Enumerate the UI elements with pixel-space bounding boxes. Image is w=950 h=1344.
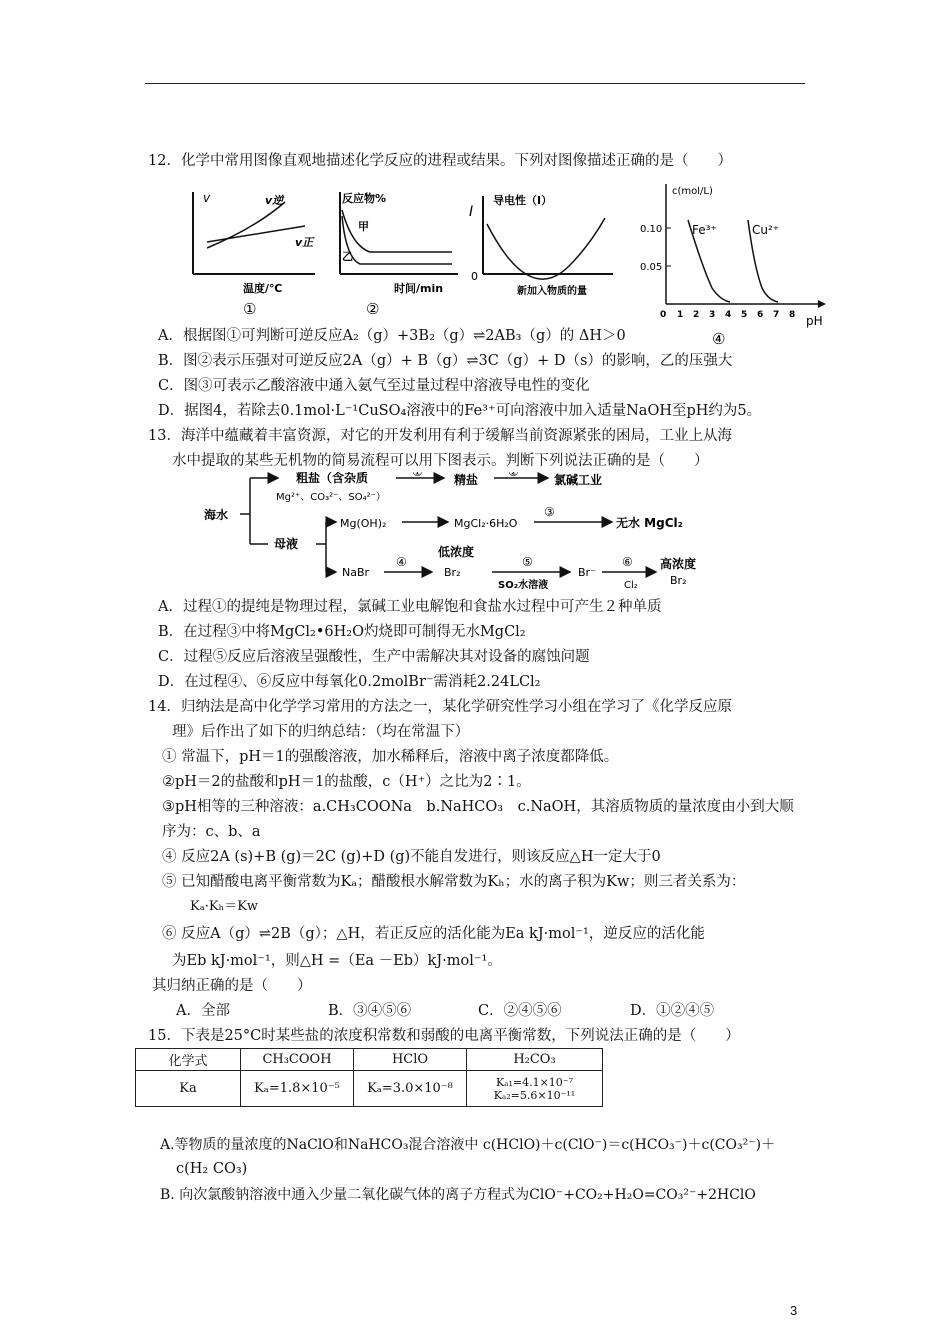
flow-mgcl2-6h2o: MgCl₂·6H₂O: [454, 517, 518, 530]
table-cell-h2co3: [467, 1071, 603, 1107]
fig4-y-tick-005: 0.05: [640, 262, 663, 273]
fig1-vforward-label: v正: [295, 236, 314, 249]
fig4-x-tick: 8: [789, 310, 796, 320]
figure-3: [465, 188, 625, 320]
q14-choice-d: D．①②④⑤: [630, 1003, 715, 1019]
fig4-x-tick: 1: [677, 310, 684, 320]
flow-step-4: ④: [396, 555, 407, 569]
table-cell: Kₐ=1.8×10⁻⁵: [241, 1071, 354, 1107]
ka-table: [135, 1048, 603, 1107]
q14-prompt: 其归纳正确的是（ ）: [152, 978, 312, 994]
flow-chlor-alkali: 氯碱工业: [554, 473, 603, 487]
q15-stem: 15．下表是25°C时某些盐的浓度积常数和弱酸的电离平衡常数，下列说法正确的是（ ）: [148, 1028, 740, 1044]
fig4-x-tick: 4: [725, 310, 732, 320]
fig1-x-label: 温度/℃: [243, 282, 283, 295]
fig4-x-tick: 6: [757, 310, 764, 320]
table-cell: Kₐ=3.0×10⁻⁸: [354, 1071, 467, 1107]
q14-choice-a: A．全部: [176, 1003, 230, 1019]
q13-stem-line-2: 水中提取的某些无机物的简易流程可以用下图表示。判断下列说法正确的是（ ）: [172, 453, 709, 469]
q14-item-2: ②pH＝2的盐酸和pH＝1的盐酸，c（H⁺）之比为2∶1。: [162, 774, 531, 790]
q14-item-5: ⑤ 已知醋酸电离平衡常数为Kₐ；醋酸根水解常数为Kₕ；水的离子积为Kw；则三者关系为：: [162, 874, 746, 890]
fig2-y-label: 反应物%: [342, 192, 387, 205]
q13-option-c: C．过程⑤反应后溶液呈强酸性，生产中需解决其对设备的腐蚀问题: [158, 649, 590, 665]
q13-stem-line-1: 13．海洋中蕴藏着丰富资源，对它的开发利用有利于缓解当前资源紧张的困局，工业上从海: [148, 428, 732, 444]
header-rule: [145, 83, 805, 84]
flow-seawater: 海水: [204, 508, 229, 522]
q13-option-d: D．在过程④、⑥反应中每氧化0.2molBr⁻需消耗2.24LCl₂: [158, 674, 541, 690]
q13-option-a: A．过程①的提纯是物理过程，氯碱工业电解饱和食盐水过程中可产生２种单质: [158, 599, 662, 615]
fig3-y-label: 导电性（I）: [493, 194, 553, 207]
table-header: H₂CO₃: [467, 1049, 603, 1071]
q15-option-a-line-1: A.等物质的量浓度的NaClO和NaHCO₃混合溶液中 c(HClO)＋c(ClO⁻)＝c(HCO₃⁻)＋c(CO₃²⁻)＋: [160, 1137, 776, 1153]
q14-item-4: ④ 反应2A (s)+B (g)＝2C (g)+D (g)不能自发进行，则该反应△H一定大于0: [162, 849, 661, 865]
flow-high-conc: 高浓度: [660, 557, 697, 571]
fig2-x-label: 时间/min: [394, 282, 444, 295]
fig1-vreverse-label: v逆: [265, 194, 284, 207]
fig4-x-tick: 3: [709, 310, 716, 320]
fig4-series-fe: Fe³⁺: [692, 223, 717, 237]
table-cell-ka2: Kₐ₂=5.6×10⁻¹¹: [493, 1088, 576, 1102]
flow-step-2: ②: [508, 472, 519, 479]
fig3-zero: 0: [471, 270, 478, 283]
fig1-v-label: v: [203, 191, 211, 205]
fig4-x-tick: 7: [773, 310, 780, 320]
fig4-x-tick: 2: [693, 310, 700, 320]
figure-1: [185, 188, 325, 320]
flow-step-3: ③: [544, 505, 555, 519]
fig4-series-cu: Cu²⁺: [752, 223, 780, 237]
q14-item-1: ① 常温下，pH＝1的强酸溶液，加水稀释后，溶液中离子浓度都降低。: [162, 749, 619, 765]
q14-choice-c: C．②④⑤⑥: [478, 1003, 562, 1019]
flow-step-1: ①: [412, 472, 423, 479]
flow-br-minus: Br⁻: [578, 566, 596, 579]
q14-stem-line-2: 理》后作出了如下的归纳总结：（均在常温下）: [172, 724, 470, 740]
fig4-y-label: c(mol/L): [672, 186, 713, 197]
fig3-I-symbol: I: [469, 204, 474, 220]
fig4-x-tick: 0: [660, 310, 667, 320]
q12-option-a: A．根据图①可判断可逆反应A₂（g）+3B₂（g）⇌2AB₃（g）的 ΔH＞0: [158, 328, 626, 344]
q12-stem: 12．化学中常用图像直观地描述化学反应的进程或结果。下列对图像描述正确的是（ ）: [148, 153, 732, 169]
flow-mother-liquor: 母液: [274, 537, 299, 551]
q14-item-6-cont: 为Eb kJ·mol⁻¹，则△H =（Ea －Eb）kJ·mol⁻¹。: [172, 953, 502, 969]
q12-option-d: D．据图4，若除去0.1mol·L⁻¹CuSO₄溶液中的Fe³⁺可向溶液中加入适量NaOH至pH约为5。: [158, 403, 762, 419]
q15-option-b: B. 向次氯酸钠溶液中通入少量二氧化碳气体的离子方程式为ClO⁻+CO₂+H₂O=CO₃²⁻+2HClO: [160, 1187, 756, 1203]
flow-crude-salt: 粗盐（含杂质: [296, 472, 369, 485]
flow-low-conc: 低浓度: [438, 545, 475, 559]
fig4-x-label: pH: [806, 314, 823, 328]
page-number: 3: [790, 1303, 798, 1318]
q13-option-b: B．在过程③中将MgCl₂•6H₂O灼烧即可制得无水MgCl₂: [158, 624, 526, 640]
q12-option-c: C．图③可表示乙酸溶液中通入氨气至过量过程中溶液导电性的变化: [158, 378, 590, 394]
table-cell-ka1: Kₐ₁=4.1×10⁻⁷: [495, 1075, 573, 1089]
q15-option-a-line-2: c(H₂ CO₃): [176, 1161, 248, 1177]
q12-option-b: B．图②表示压强对可逆反应2A（g）+ B（g）⇌3C（g）+ D（s）的影响，乙的压强大: [158, 353, 733, 369]
fig4-y-tick-010: 0.10: [640, 224, 663, 235]
flow-step-5: ⑤: [522, 555, 533, 569]
table-header: CH₃COOH: [241, 1049, 354, 1071]
fig2-series-1: 甲: [358, 220, 369, 233]
flow-nabr: NaBr: [342, 566, 370, 579]
q14-choice-b: B．③④⑤⑥: [328, 1003, 412, 1019]
seawater-flowchart: [200, 472, 700, 596]
q14-stem-line-1: 14．归纳法是高中化学学习常用的方法之一，某化学研究性学习小组在学习了《化学反应原: [148, 699, 732, 715]
fig3-x-label: 新加入物质的量: [517, 286, 587, 297]
fig2-marker: ②: [366, 300, 380, 316]
q14-item-5-cont: Kₐ·Kₕ＝Kw: [190, 899, 259, 914]
flow-cl2: Cl₂: [624, 580, 638, 591]
figure-4: [638, 180, 828, 354]
table-header: HClO: [354, 1049, 467, 1071]
table-header: 化学式: [136, 1049, 241, 1071]
flow-step-6: ⑥: [622, 555, 633, 569]
fig4-marker: ④: [712, 330, 726, 348]
table-row-label: Ka: [136, 1071, 241, 1107]
q14-item-3: ③pH相等的三种溶液：a.CH₃COONa b.NaHCO₃ c.NaOH，其溶质物质的量浓度由小到大顺: [162, 799, 794, 815]
figure-2: [330, 188, 460, 320]
flow-so2-solution: SO₂水溶液: [498, 580, 549, 591]
q14-item-6: ⑥ 反应A（g）⇌2B（g）；△H，若正反应的活化能为Ea kJ·mol⁻¹，逆反应的活化能: [162, 926, 705, 942]
flow-br2-final: Br₂: [670, 574, 687, 587]
fig4-x-tick: 5: [741, 310, 748, 320]
q14-item-3-cont: 序为：c、b、a: [162, 824, 261, 840]
flow-impurity-ions: Mg²⁺、CO₃²⁻、SO₄²⁻）: [276, 492, 386, 503]
flow-refined-salt: 精盐: [454, 473, 479, 487]
fig1-marker: ①: [243, 300, 257, 316]
flow-br2: Br₂: [444, 566, 461, 579]
flow-mgoh2: Mg(OH)₂: [340, 517, 387, 530]
flow-anhydrous-mgcl2: 无水 MgCl₂: [616, 516, 683, 530]
fig2-series-2: 乙: [342, 250, 353, 263]
